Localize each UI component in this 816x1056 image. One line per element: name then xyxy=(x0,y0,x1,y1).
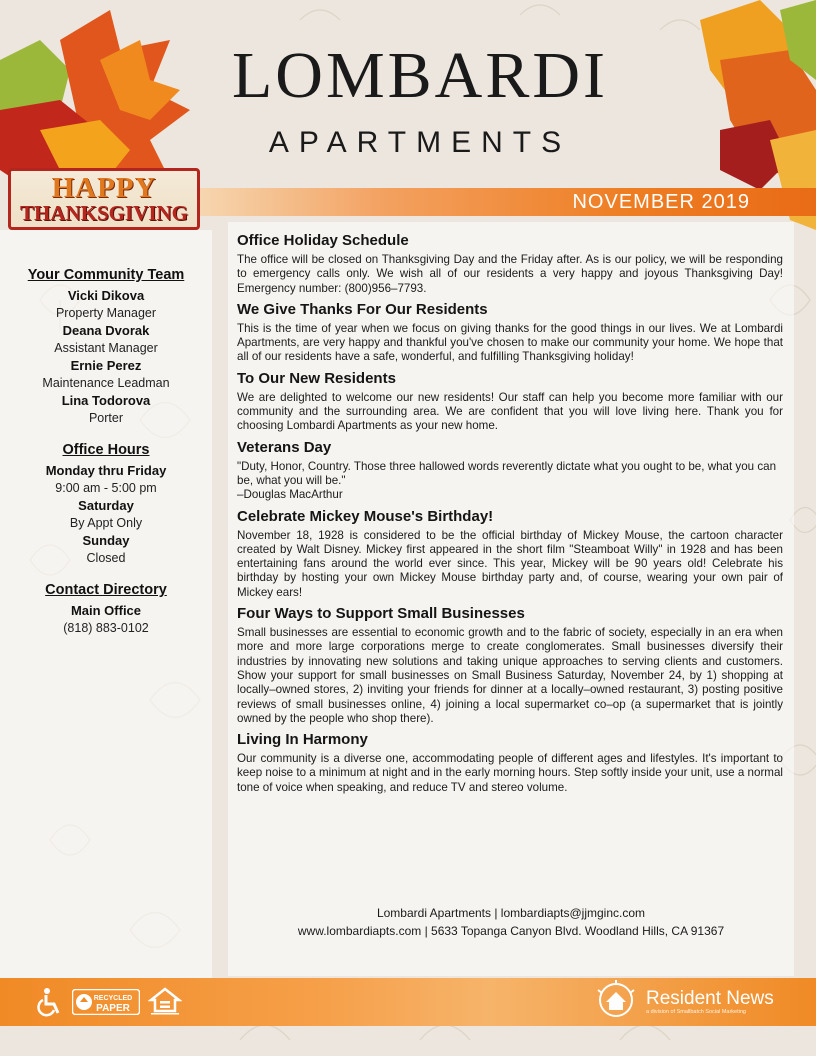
article-holiday-schedule xyxy=(237,230,783,296)
sidebar-content xyxy=(0,266,212,637)
hours-entry xyxy=(0,532,212,567)
compliance-icons xyxy=(34,986,182,1018)
article-title: Living In Harmony xyxy=(237,731,368,749)
hours-time: By Appt Only xyxy=(69,515,143,530)
contact-directory-heading: Contact Directory xyxy=(45,582,167,598)
wheelchair-icon xyxy=(34,987,64,1017)
article-body: This is the time of year when we focus on giving thanks for the good things in our lives. We at Lombardi Apartments, are very happy and thankful you've chosen to make our community your home. We hope that all of our residents have a safe, wonderful, and fulfilling Thanksgiving holiday! xyxy=(237,321,783,364)
newsletter-title: LOMBARDI xyxy=(231,39,608,112)
article-title: To Our New Residents xyxy=(237,369,396,387)
article-body: Small businesses are essential to economic growth and to the fabric of society, especially in an era when more and more large corporations merge to create conglomerates. Small businesses diversify their industries by innovating new solutions and taking unique approaches to serving clients and customers. Show your support for small businesses on Small Business Saturday, November 24, by 1) shopping at locally–owned stores, 2) inviting your friends for dinner at a locally–owned restaurant, 3) posting positive reviews of small businesses online, 4) joining a local supermarket co–op (a supermarket that is jointly owned by the people who shop there). xyxy=(237,626,783,725)
article-mickey-birthday xyxy=(237,506,783,600)
article-small-businesses xyxy=(237,603,783,726)
article-veterans-day xyxy=(237,437,783,503)
article-title: Four Ways to Support Small Businesses xyxy=(237,605,525,623)
resident-news-tagline: a division of Smallbatch Social Marketing xyxy=(646,1008,746,1015)
team-member xyxy=(0,287,212,322)
article-new-residents xyxy=(237,368,783,434)
hours-time: Closed xyxy=(86,550,126,565)
masthead xyxy=(210,40,670,160)
hours-entry xyxy=(0,497,212,532)
equal-housing-icon xyxy=(148,987,182,1017)
recycled-label: RECYCLED xyxy=(93,995,133,1002)
team-member-role: Property Manager xyxy=(55,305,157,320)
team-member-name: Deana Dvorak xyxy=(62,323,150,338)
articles xyxy=(237,228,783,798)
recycled-paper-icon xyxy=(72,987,140,1017)
hours-day: Monday thru Friday xyxy=(45,463,167,478)
resident-news-branding xyxy=(594,982,774,1022)
resident-news-logo-icon xyxy=(594,980,638,1025)
team-heading: Your Community Team xyxy=(27,267,185,283)
hours-day: Sunday xyxy=(82,533,130,548)
contact-entry xyxy=(0,602,212,637)
sidebar xyxy=(0,230,212,978)
footer-address-line[interactable]: www.lombardiapts.com | 5633 Topanga Canyon Blvd. Woodland Hills, CA 91367 xyxy=(297,924,725,938)
article-title: We Give Thanks For Our Residents xyxy=(237,300,488,318)
badge-line-thanksgiving: THANKSGIVING xyxy=(19,201,189,225)
team-member-name: Ernie Perez xyxy=(70,358,142,373)
paper-label: PAPER xyxy=(96,1003,130,1014)
article-give-thanks xyxy=(237,299,783,365)
article-body: The office will be closed on Thanksgiving Day and the Friday after. As is our policy, we will be responding to emergency calls only. We wish all of our residents a very happy and joyous Thanksgiving Day! Emergency number: (800)956–7793. xyxy=(237,253,783,295)
article-attribution: –Douglas MacArthur xyxy=(237,488,343,502)
article-body: We are delighted to welcome our new residents! Our staff can help you become more familiar with our community and the surrounding area. We are confident that you will love living here. Thank you for choosing Lombardi Apartments as your new home. xyxy=(237,390,783,433)
team-member xyxy=(0,357,212,392)
office-hours-heading: Office Hours xyxy=(62,442,150,458)
article-living-harmony xyxy=(237,729,783,795)
team-member-name: Vicki Dikova xyxy=(67,288,145,303)
badge-line-happy: HAPPY xyxy=(51,172,157,204)
bottom-banner xyxy=(0,978,816,1026)
article-body: November 18, 1928 is considered to be the official birthday of Mickey Mouse, the cartoon character created by Walt Disney. Mickey first appeared in the short film "Steamboat Willy" in 1928 and has been entertaining fans around the world ever since. This year, Mickey will be 90 years old! Celebrate his birthday by hosting your own Mickey Mouse birthday party and, of course, wearing your own pair of Mickey ears! xyxy=(237,528,783,599)
hours-entry xyxy=(0,462,212,497)
issue-month: NOVEMBER 2019 xyxy=(572,191,750,213)
newsletter-subtitle: APARTMENTS xyxy=(268,126,572,159)
hours-time: 9:00 am - 5:00 pm xyxy=(55,480,157,495)
team-member xyxy=(0,322,212,357)
main-content xyxy=(228,222,794,976)
contact-phone[interactable]: (818) 883-0102 xyxy=(63,620,149,635)
hours-day: Saturday xyxy=(78,498,134,513)
month-banner xyxy=(200,188,816,216)
team-member xyxy=(0,392,212,427)
team-member-role: Porter xyxy=(88,410,124,425)
footer-email-line[interactable]: Lombardi Apartments | lombardiapts@jjmginc.com xyxy=(376,906,646,920)
team-member-name: Lina Todorova xyxy=(61,393,151,408)
contact-footer xyxy=(228,904,794,940)
article-quote: "Duty, Honor, Country. Those three hallowed words reverently dictate what you ought to be, what you can be, what you will be." xyxy=(237,459,777,487)
team-member-role: Maintenance Leadman xyxy=(42,375,170,390)
article-body: Our community is a diverse one, accommodating people of different ages and lifestyles. It's important to keep noise to a minimum at night and in the early morning hours. Step softly inside your unit, use a normal tone of voice when speaking, and reduce TV and stereo volume. xyxy=(237,752,783,794)
article-title: Celebrate Mickey Mouse's Birthday! xyxy=(237,507,494,525)
team-member-role: Assistant Manager xyxy=(54,340,158,355)
article-title: Office Holiday Schedule xyxy=(237,232,409,249)
article-title: Veterans Day xyxy=(237,438,332,456)
resident-news-brand: Resident News xyxy=(646,987,774,1009)
happy-thanksgiving-badge xyxy=(8,168,200,230)
contact-label: Main Office xyxy=(70,603,142,618)
